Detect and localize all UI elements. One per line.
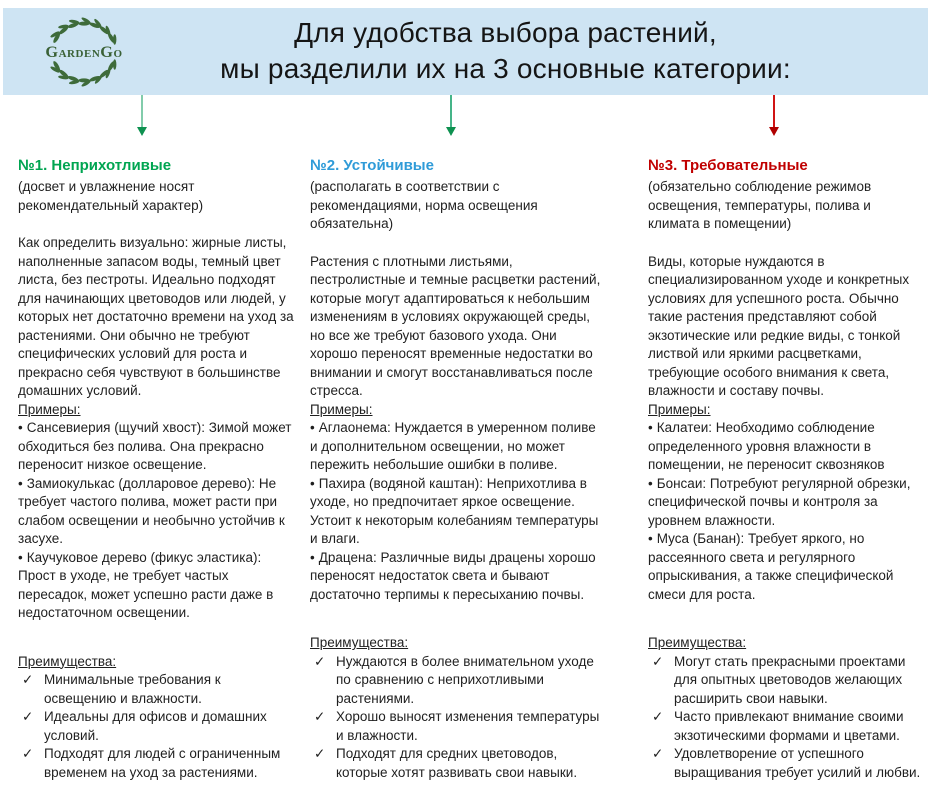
advantage-item — [18, 708, 294, 745]
example-text: Калатеи: Необходимо соблюдение определенного уровня влажности в помещении, не переносит сквозняков — [648, 420, 885, 472]
arrow-down-icon — [445, 95, 457, 137]
example-item — [648, 475, 924, 531]
bullet-icon: • — [648, 475, 653, 491]
example-text: Сансевиерия (щучий хвост): Зимой может обходиться без полива. Она прекрасно переносит низкое освещение. — [18, 420, 292, 472]
category-subtitle: (обязательно соблюдение режимов освещения, температуры, полива и климата в помещении) — [648, 179, 872, 231]
example-text: Замиокулькас (долларовое дерево): Не требует частого полива, может расти при слабом освещении и необычно устойчив к засухе. — [18, 475, 285, 546]
examples-label: Примеры: — [18, 401, 81, 417]
bullet-icon: • — [18, 475, 23, 491]
example-item — [18, 419, 294, 475]
checkmark-icon: ✓ — [22, 746, 34, 761]
advantage-text: Идеальны для офисов и домашних условий. — [44, 709, 267, 743]
example-text: Драцена: Различные виды драцены хорошо переносят недостаток света и бывают достаточно терпимы к пересыханию почвы. — [310, 549, 596, 602]
advantages-label: Преимущества: — [648, 635, 747, 650]
header-band — [3, 8, 928, 95]
category-column-resilient — [310, 156, 604, 782]
example-item — [648, 419, 924, 475]
example-text: Каучуковое дерево (фикус эластика): Прост в уходе, не требует частых пересадок, может успешно расти даже в недостаточном освещении. — [18, 549, 274, 620]
checkmark-icon: ✓ — [652, 653, 664, 669]
example-item — [310, 419, 604, 475]
checkmark-icon: ✓ — [22, 709, 34, 724]
example-text: Бонсаи: Потребуют регулярной обрезки, специфической почвы и контроля за уровнем влажности. — [648, 475, 911, 528]
examples-label: Примеры: — [648, 401, 711, 417]
example-text: Муса (Банан): Требует яркого, но рассеянного света и регулярного опрыскивания, а также специфической смеси для роста. — [648, 531, 894, 602]
advantage-item — [310, 745, 604, 782]
advantage-item — [18, 745, 294, 782]
category-description: Растения с плотными листьями, пестролистные и темные расцветки растений, которые могут адаптироваться к небольшим изменениям в условиях окружающей среды, но все же требуют базового ухода. Они хорошо переносят временные недостатки во внимании и смогут восстанавливаться после стресса. — [310, 253, 601, 398]
logo-text: GardenGo — [45, 43, 123, 62]
advantage-item — [648, 653, 924, 709]
page-title-line2: мы разделили их на 3 основные категории: — [220, 53, 791, 84]
arrow-stem — [450, 95, 452, 127]
example-item — [18, 475, 294, 549]
advantage-item — [310, 653, 604, 709]
advantage-text: Могут стать прекрасными проектами для опытных цветоводов желающих расширить свои навыки. — [674, 653, 906, 706]
advantage-text: Часто привлекают внимание своими экзотическими формами и цветами. — [674, 709, 904, 743]
example-text: Пахира (водяной каштан): Неприхотлива в уходе, но предпочитает яркое освещение. Устоит к некоторым колебаниям температуры и влаги. — [310, 475, 599, 546]
category-heading: №2. Устойчивые — [310, 157, 434, 174]
checkmark-icon: ✓ — [652, 746, 664, 761]
category-heading: №1. Неприхотливые — [18, 157, 172, 174]
advantage-text: Подходят для людей с ограниченным временем на уход за растениями. — [44, 746, 281, 780]
bullet-icon: • — [310, 549, 315, 565]
category-heading: №3. Требовательные — [648, 157, 808, 174]
advantage-item — [648, 745, 924, 782]
category-column-demanding — [648, 156, 924, 782]
examples-label: Примеры: — [310, 401, 373, 417]
bullet-icon: • — [18, 420, 23, 435]
advantage-text: Нуждаются в более внимательном уходе по сравнению с неприхотливыми растениями. — [336, 653, 594, 706]
category-description: Виды, которые нуждаются в специализированном уходе и конкретных условиях для успешного роста. Обычно такие растения представляют собой экзотические или редкие виды, с тонкой листвой или яркими расцветками, требующие особого внимания к света, влажности и составу почвы. — [648, 253, 910, 398]
page-title-line1: Для удобства выбора растений, — [294, 17, 717, 48]
bullet-icon: • — [310, 475, 315, 491]
checkmark-icon: ✓ — [22, 672, 34, 687]
example-item — [648, 530, 924, 604]
checkmark-icon: ✓ — [314, 709, 326, 724]
arrow-head — [137, 127, 147, 136]
bullet-icon: • — [648, 420, 653, 435]
advantage-text: Хорошо выносят изменения температуры и влажности. — [336, 709, 600, 743]
arrow-down-icon — [768, 95, 780, 137]
category-subtitle: (досвет и увлажнение носят рекомендательный характер) — [18, 179, 204, 213]
advantage-text: Подходят для средних цветоводов, которые хотят развивать свои навыки. — [336, 746, 578, 780]
arrow-head — [446, 127, 456, 136]
bullet-icon: • — [18, 549, 23, 565]
checkmark-icon: ✓ — [652, 709, 664, 724]
bullet-icon: • — [648, 531, 653, 546]
example-item — [310, 549, 604, 605]
example-item — [310, 475, 604, 549]
category-subtitle: (располагать в соответствии с рекомендациями, норма освещения обязательна) — [310, 179, 538, 231]
bullet-icon: • — [310, 420, 315, 435]
advantage-item — [18, 671, 294, 708]
advantage-item — [310, 708, 604, 745]
example-item — [18, 549, 294, 623]
advantage-text: Минимальные требования к освещению и влажности. — [44, 672, 221, 706]
arrow-stem — [773, 95, 775, 127]
category-column-unpretentious — [18, 156, 294, 782]
arrow-head — [769, 127, 779, 136]
page-title — [123, 15, 888, 87]
arrow-stem — [141, 95, 143, 127]
category-description: Как определить визуально: жирные листы, наполненные запасом воды, темный цвет листа, без пестроты. Идеально подходят для начинающих цветоводов или людей, у которых нет достаточно времени на уход за растениями. Они обычно не требуют специфических условий для роста и прекрасно себя чувствуют в большинстве домашних условий. — [18, 235, 294, 398]
advantage-item — [648, 708, 924, 745]
advantages-label: Преимущества: — [18, 653, 117, 669]
example-text: Аглаонема: Нуждается в умеренном поливе и дополнительном освещении, но может пережить небольшие ошибки в поливе. — [310, 420, 596, 472]
advantages-label: Преимущества: — [310, 635, 409, 650]
checkmark-icon: ✓ — [314, 746, 326, 761]
advantage-text: Удовлетворение от успешного выращивания требует усилий и любви. — [674, 746, 921, 780]
checkmark-icon: ✓ — [314, 653, 326, 669]
arrow-down-icon — [136, 95, 148, 137]
